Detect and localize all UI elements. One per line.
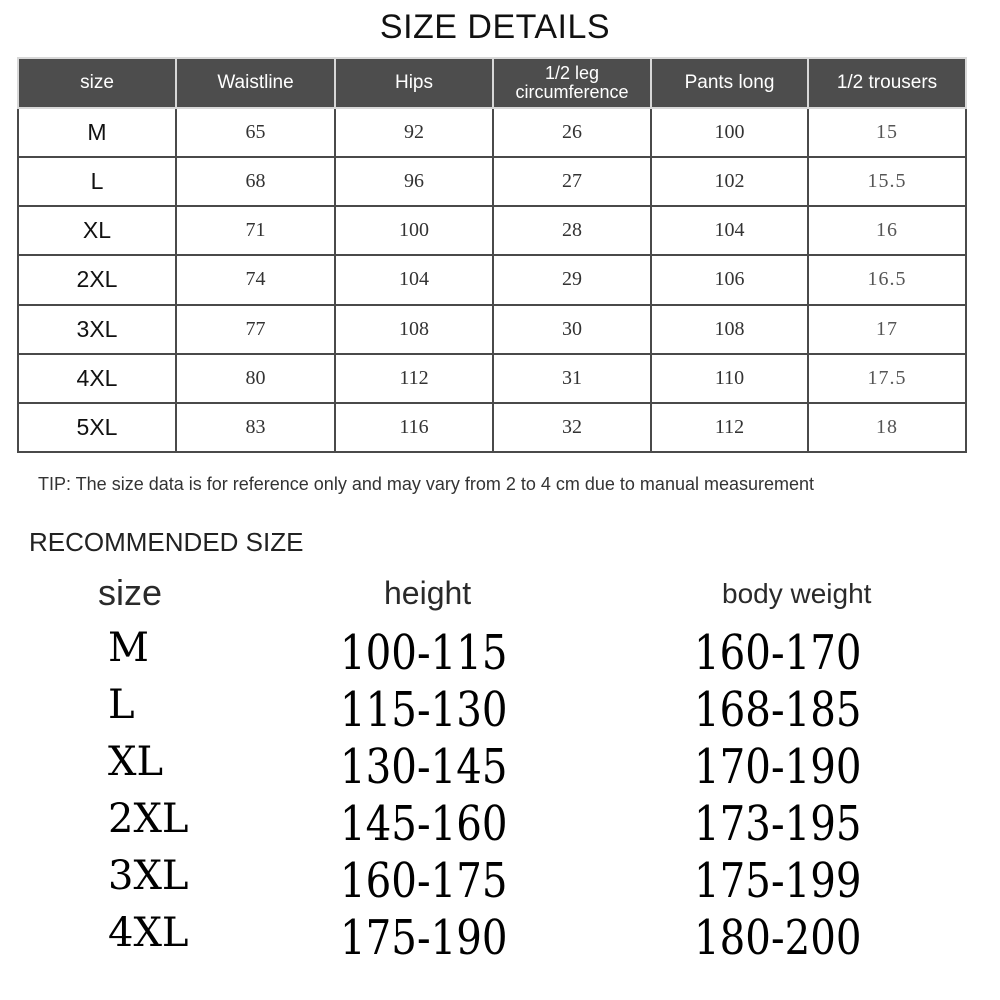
pants-long-cell: 100 (651, 108, 808, 157)
waistline-cell: 68 (176, 157, 335, 206)
table-row (18, 157, 966, 206)
half-trousers-cell: 16.5 (808, 255, 966, 304)
leg-circumference-cell: 32 (493, 403, 651, 452)
recommended-height: 160-175 (340, 853, 508, 909)
leg-circumference-cell: 29 (493, 255, 651, 304)
list-item (0, 796, 1000, 853)
leg-circumference-cell: 28 (493, 206, 651, 255)
recommended-weight: 160-170 (694, 625, 862, 681)
column-header-pants-long: Pants long (651, 58, 808, 108)
recommended-weight: 168-185 (694, 682, 862, 738)
waistline-cell: 83 (176, 403, 335, 452)
recommended-height: 130-145 (340, 739, 508, 795)
list-item (0, 625, 1000, 682)
hips-cell: 100 (335, 206, 493, 255)
recommended-size: 2XL (108, 796, 189, 842)
size-cell: L (18, 157, 176, 206)
table-row (18, 305, 966, 354)
hips-cell: 96 (335, 157, 493, 206)
size-cell: 4XL (18, 354, 176, 403)
column-header-hips: Hips (335, 58, 493, 108)
hips-cell: 112 (335, 354, 493, 403)
leg-circumference-cell: 27 (493, 157, 651, 206)
recommended-height-header: height (384, 575, 472, 611)
recommended-size: 4XL (108, 910, 189, 956)
pants-long-cell: 110 (651, 354, 808, 403)
table-row (18, 354, 966, 403)
waistline-cell: 65 (176, 108, 335, 157)
table-row (18, 255, 966, 304)
column-header-half-trousers: 1/2 trousers (808, 58, 966, 108)
column-header-waistline: Waistline (176, 58, 335, 108)
half-trousers-cell: 17.5 (808, 354, 966, 403)
pants-long-cell: 104 (651, 206, 808, 255)
half-trousers-cell: 18 (808, 403, 966, 452)
hips-cell: 108 (335, 305, 493, 354)
page-title: SIZE DETAILS (379, 8, 611, 46)
size-cell: XL (18, 206, 176, 255)
list-item (0, 910, 1000, 967)
half-trousers-cell: 15.5 (808, 157, 966, 206)
size-cell: 3XL (18, 305, 176, 354)
recommended-size: XL (108, 739, 164, 785)
measurement-tip: TIP: The size data is for reference only and may vary from 2 to 4 cm due to manual measurement (38, 474, 815, 494)
recommended-height: 175-190 (340, 910, 508, 966)
recommended-weight: 180-200 (694, 910, 862, 966)
column-header-leg-circumference: 1/2 leg circumference (493, 58, 651, 108)
table-row (18, 108, 966, 157)
list-item (0, 853, 1000, 910)
recommended-weight: 173-195 (694, 796, 862, 852)
hips-cell: 92 (335, 108, 493, 157)
recommended-weight: 175-199 (694, 853, 862, 909)
size-cell: 2XL (18, 255, 176, 304)
pants-long-cell: 102 (651, 157, 808, 206)
list-item (0, 739, 1000, 796)
size-cell: 5XL (18, 403, 176, 452)
pants-long-cell: 108 (651, 305, 808, 354)
size-cell: M (18, 108, 176, 157)
half-trousers-cell: 17 (808, 305, 966, 354)
recommended-height: 115-130 (340, 682, 508, 738)
leg-circumference-cell: 26 (493, 108, 651, 157)
leg-circumference-cell: 30 (493, 305, 651, 354)
half-trousers-cell: 15 (808, 108, 966, 157)
column-header-size: size (18, 58, 176, 108)
recommended-weight: 170-190 (694, 739, 862, 795)
waistline-cell: 71 (176, 206, 335, 255)
recommended-height: 100-115 (340, 625, 508, 681)
hips-cell: 104 (335, 255, 493, 304)
half-trousers-cell: 16 (808, 206, 966, 255)
pants-long-cell: 112 (651, 403, 808, 452)
list-item (0, 682, 1000, 739)
recommended-height: 145-160 (340, 796, 508, 852)
hips-cell: 116 (335, 403, 493, 452)
pants-long-cell: 106 (651, 255, 808, 304)
table-header-row (18, 58, 966, 108)
table-row (18, 206, 966, 255)
recommended-size: 3XL (108, 853, 189, 899)
recommended-size: L (108, 682, 135, 728)
recommended-size-list (0, 625, 1000, 967)
waistline-cell: 74 (176, 255, 335, 304)
leg-circumference-cell: 31 (493, 354, 651, 403)
waistline-cell: 77 (176, 305, 335, 354)
recommended-weight-header: body weight (722, 578, 872, 609)
table-row (18, 403, 966, 452)
recommended-size-title: RECOMMENDED SIZE (29, 527, 304, 557)
recommended-size-header: size (98, 572, 163, 613)
size-details-table (17, 57, 967, 453)
recommended-size: M (108, 625, 149, 671)
waistline-cell: 80 (176, 354, 335, 403)
